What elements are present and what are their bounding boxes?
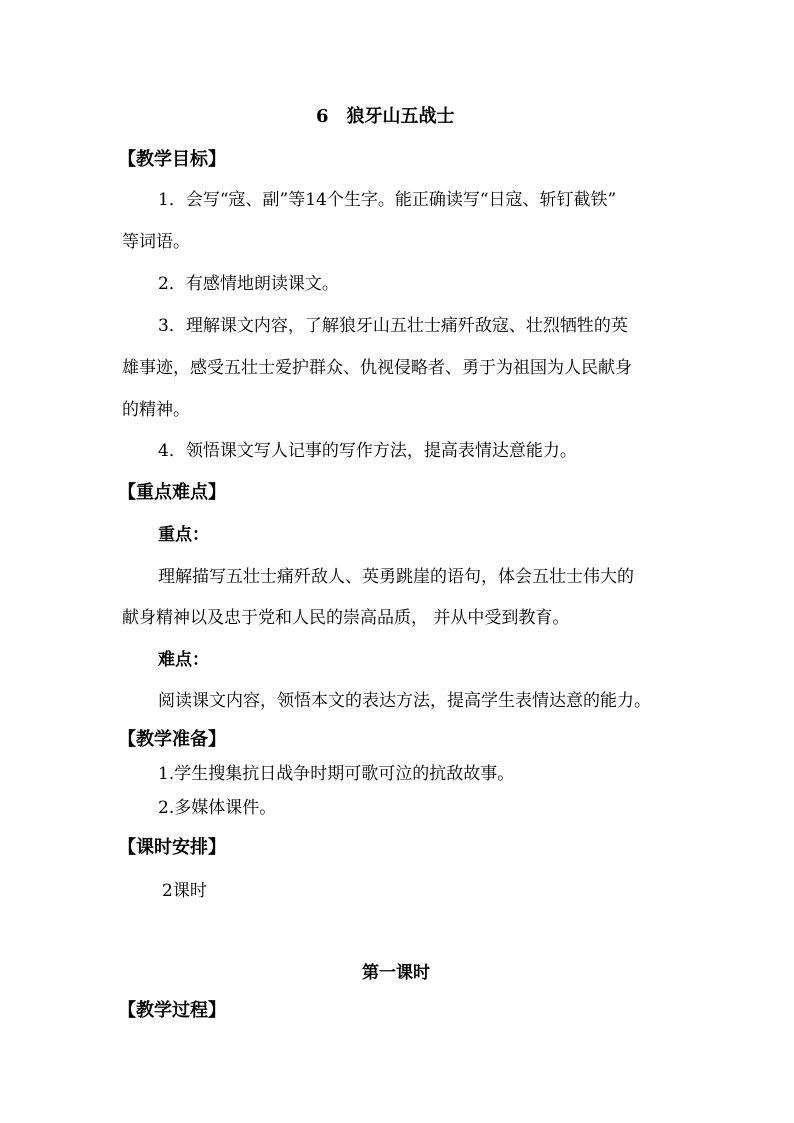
goal-3-line-2: 雄事迹，感受五壮士爱护群众、仇视侵略者、勇于为祖国为人民献身 [122,358,632,378]
goal-2: 2．有感情地朗读课文。 [158,274,339,294]
difficulty-line-1: 阅读课文内容，领悟本文的表达方法，提高学生表情达意的能力。 [158,691,651,711]
goal-3-line-1: 3．理解课文内容，了解狼牙山五壮士痛歼敌寇、壮烈牺牲的英 [158,316,628,336]
difficulty-label: 难点： [158,650,209,670]
page-title [316,106,455,128]
focus-line-2: 献身精神以及忠于党和人民的崇高品质， 并从中受到教育。 [122,608,570,628]
prep-item-1: 1.学生搜集抗日战争时期可歌可泣的抗敌故事。 [158,764,515,784]
title-number: 6 [316,106,329,127]
section-heading-prep: 【教学准备】 [118,729,226,750]
goal-3-line-3: 的精神。 [122,400,190,420]
section-heading-process: 【教学过程】 [118,1000,226,1021]
goal-4: 4．领悟课文写人记事的写作方法，提高表情达意能力。 [158,441,577,461]
lesson-heading: 第一课时 [362,963,430,983]
goal-1-line-2: 等词语。 [122,232,190,252]
section-heading-goals: 【教学目标】 [118,149,226,170]
goal-1-line-1: 1．会写“寇、副”等14个生字。能正确读写“日寇、斩钉截铁” [158,190,617,210]
focus-label: 重点： [158,525,209,545]
section-heading-schedule: 【课时安排】 [118,837,226,858]
section-heading-key: 【重点难点】 [118,482,226,503]
schedule-text: 2课时 [162,881,207,901]
prep-item-2: 2.多媒体课件。 [158,798,277,818]
focus-line-1: 理解描写五壮士痛歼敌人、英勇跳崖的语句，体会五壮士伟大的 [158,567,634,587]
title-text: 狼牙山五战士 [346,106,455,127]
